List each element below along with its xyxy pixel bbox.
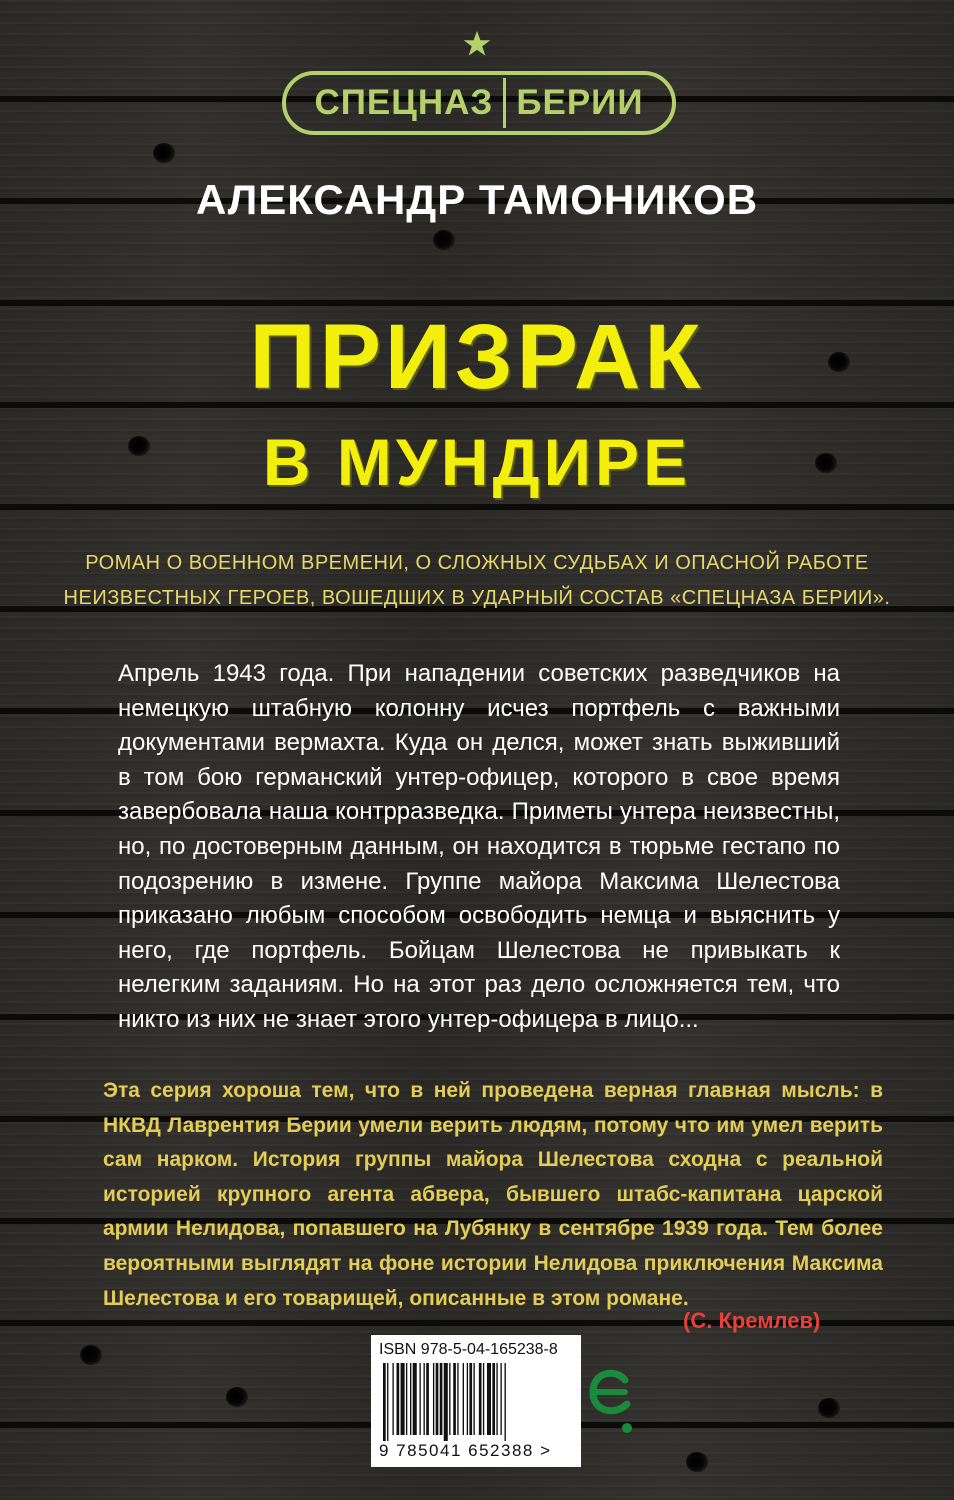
bullet-hole xyxy=(153,143,175,163)
tagline-line-1: РОМАН О ВОЕННОМ ВРЕМЕНИ, О СЛОЖНЫХ СУДЬБАХ И ОПАСНОЙ РАБОТЕ xyxy=(85,552,869,574)
barcode-bar xyxy=(492,1363,495,1435)
barcode-bar xyxy=(479,1363,482,1435)
quote-attribution: (С. Кремлев) xyxy=(683,1308,821,1333)
barcode-bar xyxy=(453,1363,456,1435)
barcode xyxy=(379,1363,573,1441)
barcode-bar xyxy=(413,1363,417,1435)
tagline-line-2: НЕИЗВЕСТНЫХ ГЕРОЕВ, ВОШЕДШИХ В УДАРНЫЙ СОСТАВ «СПЕЦНАЗА БЕРИИ». xyxy=(63,587,891,609)
barcode-bar xyxy=(500,1363,501,1435)
isbn-label: ISBN 978-5-04-165238-8 xyxy=(379,1341,558,1358)
barcode-bar xyxy=(483,1363,484,1435)
barcode-bar xyxy=(463,1363,464,1435)
barcode-bar xyxy=(469,1363,472,1435)
bullet-hole xyxy=(80,1345,102,1365)
publisher-logo-icon xyxy=(585,1360,637,1440)
barcode-bar xyxy=(401,1363,405,1435)
author-name: АЛЕКСАНДР ТАМОНИКОВ xyxy=(195,176,759,223)
bullet-hole xyxy=(226,1387,248,1407)
barcode-bar xyxy=(410,1363,411,1435)
series-name-right: БЕРИИ xyxy=(516,83,644,122)
isbn-barcode-box xyxy=(371,1335,581,1467)
barcode-bar xyxy=(467,1363,468,1435)
barcode-bar xyxy=(387,1363,388,1441)
book-blurb: Апрель 1943 года. При нападении советских разведчиков на немецкую штабную колонну исчез портфель с важными документами вермахта. Куда он делся, может знать выживший в том бою германский унтер-офицер, которого в свое время завербовала наша контрразведка. Приметы унтера неизвестны, но, по достоверным данным, он находится в тюрьме гестапо по подозрению в измене. Группе майора Максима Шелестова приказано любым способом освободить немца и выяснить у него, где портфель. Бойцам Шелестова не привыкать к нелегким заданиям. Но на этот раз дело осложняется тем, что никто из них не знает этого унтер-офицера в лицо... xyxy=(118,660,840,1033)
barcode-bar xyxy=(449,1363,450,1435)
barcode-bar xyxy=(433,1363,434,1435)
barcode-bar xyxy=(397,1363,400,1435)
series-divider xyxy=(503,78,506,128)
barcode-bar xyxy=(436,1363,439,1435)
barcode-bar xyxy=(473,1363,474,1435)
barcode-digits: 9 785041 652388 > xyxy=(379,1441,552,1460)
barcode-bar xyxy=(426,1363,429,1435)
barcode-bar xyxy=(487,1363,491,1435)
barcode-bar xyxy=(392,1363,393,1435)
bullet-hole xyxy=(686,1452,708,1472)
critic-quote: Эта серия хороша тем, что в ней проведена верная главная мысль: в НКВД Лаврентия Берии умели верить людям, потому что им умел верить сам нарком. История группы майора Шелестова сходна с реальной историей крупного агента абвера, бывшего штабс-капитана царской армии Нелидова, попавшего на Лубянку в сентябре 1939 года. Тем более вероятными выглядят на фоне истории Нелидова приключения Максима Шелестова и его товарищей, описанные в этом романе. xyxy=(103,1079,883,1310)
book-title-line-1: ПРИЗРАК xyxy=(249,306,705,408)
barcode-bar xyxy=(406,1363,407,1435)
barcode-bar xyxy=(444,1363,448,1441)
star-icon xyxy=(463,30,491,58)
barcode-bar xyxy=(505,1363,506,1441)
barcode-bar xyxy=(440,1363,443,1435)
barcode-bar xyxy=(457,1363,458,1435)
barcode-bar xyxy=(419,1363,420,1435)
barcode-bar xyxy=(424,1363,425,1435)
barcode-bar xyxy=(383,1363,386,1441)
bullet-hole xyxy=(433,230,455,250)
bullet-hole xyxy=(818,1398,840,1418)
barcode-bar xyxy=(496,1363,497,1435)
book-title-line-2: В МУНДИРЕ xyxy=(262,425,692,499)
series-badge xyxy=(282,71,676,135)
series-name-left: СПЕЦНАЗ xyxy=(314,83,494,122)
